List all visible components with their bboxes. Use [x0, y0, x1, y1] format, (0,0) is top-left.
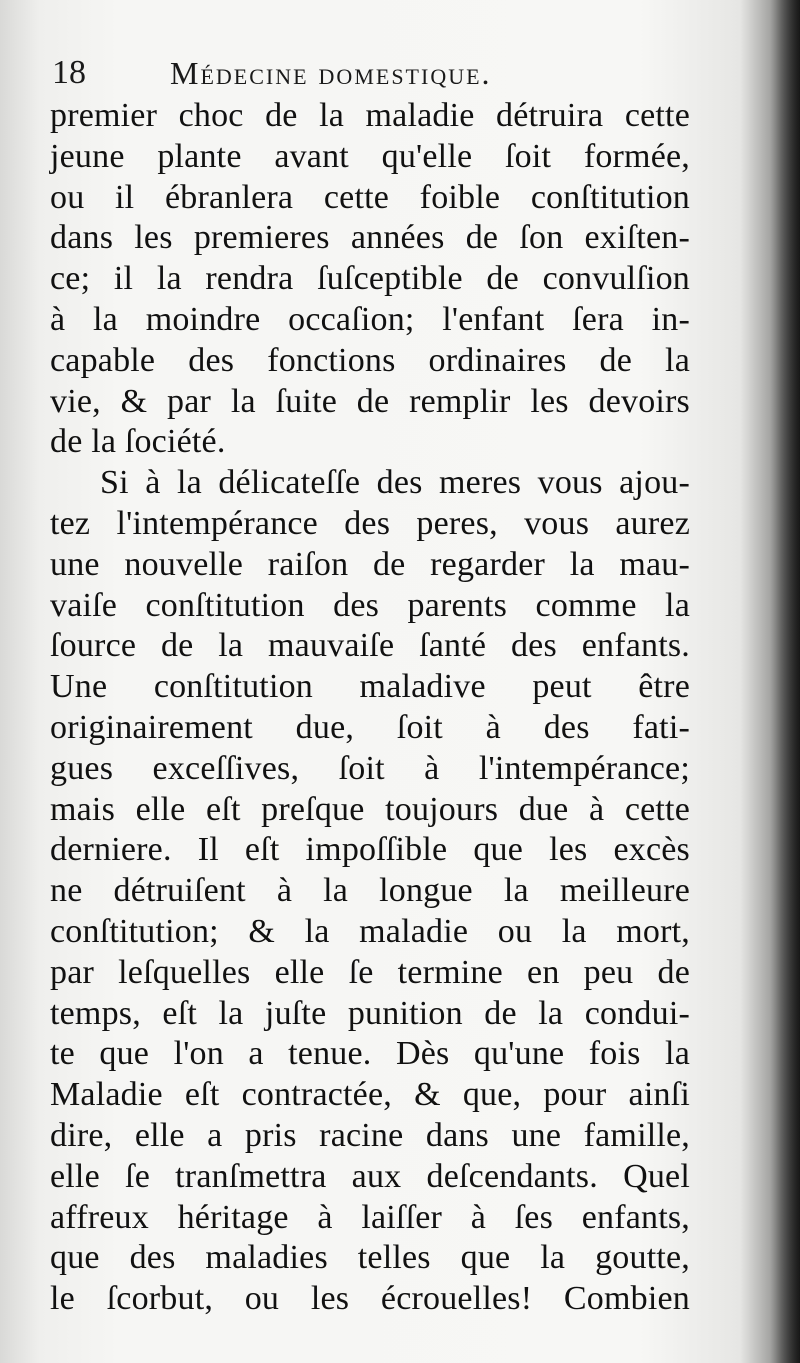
page-header [52, 50, 692, 96]
text-line: ou il ébranlera cette foible conſtitution [50, 178, 690, 216]
body-text [50, 96, 690, 1320]
text-line: elle ſe tranſmettra aux deſcendants. Quel [50, 1157, 690, 1195]
text-line: conſtitution; & la maladie ou la mort, [50, 912, 690, 950]
text-line: à la moindre occaſion; l'enfant ſera in- [50, 300, 690, 338]
text-line: premier choc de la maladie détruira cette [50, 97, 690, 134]
binding-shadow [770, 0, 800, 1363]
text-line: dire, elle a pris racine dans une famille, [50, 1116, 690, 1154]
text-line: gues exceſſives, ſoit à l'intempérance; [50, 749, 690, 787]
text-line: temps, eſt la juſte punition de la condui- [50, 994, 690, 1032]
text-line: ſource de la mauvaiſe ſanté des enfants. [50, 627, 690, 665]
text-line: tez l'intempérance des peres, vous aurez [50, 504, 690, 542]
text-line: ce; il la rendra ſuſceptible de convulſion [50, 260, 690, 298]
text-line: dans les premieres années de ſon exiſten- [50, 219, 690, 257]
text-line: mais elle eſt preſque toujours due à cette [50, 790, 690, 828]
page-number: 18 [52, 54, 86, 91]
running-title: Médecine domestique. [170, 55, 492, 91]
text-line: affreux héritage à laiſſer à ſes enfants, [50, 1198, 690, 1236]
text-line: vaiſe conſtitution des parents comme la [50, 586, 690, 624]
text-line: une nouvelle raiſon de regarder la mau- [50, 545, 690, 583]
text-line: capable des fonctions ordinaires de la [50, 341, 690, 379]
text-line: derniere. Il eſt impoſſible que les excès [50, 831, 690, 869]
text-line: jeune plante avant qu'elle ſoit formée, [50, 137, 690, 175]
text-line: par leſquelles elle ſe termine en peu de [50, 953, 690, 991]
text-line: vie, & par la ſuite de remplir les devoirs [50, 382, 690, 420]
text-line: le ſcorbut, ou les écrouelles! Combien [50, 1280, 690, 1318]
paragraph-end-line: de la ſociété. [50, 423, 226, 461]
text-line: que des maladies telles que la goutte, [50, 1239, 690, 1277]
text-line: ne détruiſent à la longue la meilleure [50, 872, 690, 910]
text-line: te que l'on a tenue. Dès qu'une fois la [50, 1035, 690, 1073]
text-line: originairement due, ſoit à des fati- [50, 708, 690, 746]
text-line: Une conſtitution maladive peut être [50, 668, 690, 706]
text-line: Maladie eſt contractée, & que, pour ainſi [50, 1076, 690, 1114]
paragraph-start-line: Si à la délicateſſe des meres vous ajou- [100, 464, 690, 502]
